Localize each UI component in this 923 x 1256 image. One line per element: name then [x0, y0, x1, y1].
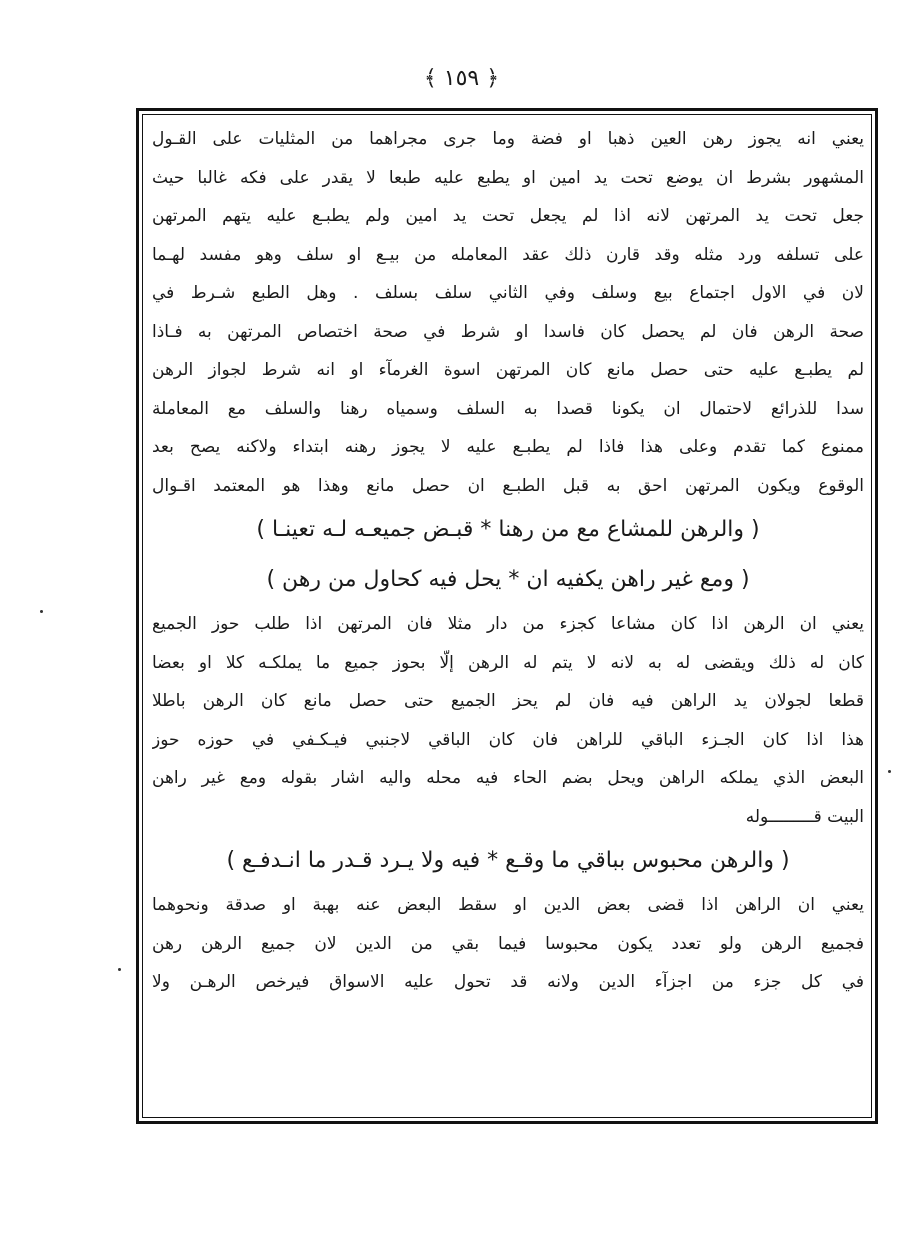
text-line: ممنوع كما تقدم وعلى هذا فاذا لم يطبـع عليه لا يجوز رهنه ابتداء ولاكنه يصح بعد: [152, 437, 864, 457]
commentary-paragraph: [152, 605, 864, 836]
text-line: لم يطبـع عليه حتى حصل مانع كان المرتهن اسوة الغرمآء او انه شرط لجواز الرهن: [152, 360, 864, 380]
text-line: المشهور بشرط ان يوضع تحت يد امين او يطبع عليه طبعا لا يقدر على فكه غالبا حيث: [152, 167, 864, 188]
text-line: هذا اذا كان الجـزء الباقي للراهن فان كان الباقي لاجنبي فيـكـفي في حوزه حوز: [152, 729, 864, 750]
text-line: جعل تحت يد المرتهن لانه اذا لم يجعل تحت يد امين ولم يطبـع عليه يتهم المرتهن: [152, 206, 864, 226]
text-line: فجميع الرهن ولو تعدد يكون محبوسا فيما بقي من الدين لان جميع الرهن رهن: [152, 933, 864, 954]
text-line: سدا للذرائع لاحتمال ان يكونا قصدا به السلف وسمياه رهنا والسلف مع المعاملة: [152, 398, 864, 419]
verse-block: [152, 505, 864, 605]
verse-line: ( ومع غير راهن يكفيه ان * يحل فيه كحاول من رهن ): [266, 567, 750, 592]
text-line: صحة الرهن فان لم يحصل كان فاسدا او شرط في صحة اختصاص المرتهن به فـاذا: [152, 321, 864, 342]
text-line: البعض الذي يملكه الراهن ويحل بضم الحاء فيه محله واليه اشار بقوله ومع غير راهن: [152, 768, 864, 788]
commentary-paragraph: [152, 886, 864, 1002]
verse-line: ( والرهن للمشاع مع من رهنا * قبـض جميعـه لـه تعينـا ): [256, 517, 760, 542]
page-text: [152, 120, 864, 1002]
text-line: يعني انه يجوز رهن العين ذهبا او فضة وما جرى مجراهما من المثليات على القـول: [152, 129, 864, 149]
margin-dot: [40, 610, 43, 613]
verse-block: [152, 836, 864, 886]
margin-dot: [118, 968, 121, 971]
text-line: الوقوع ويكون المرتهن احق به قبل الطبـع ان حصل مانع وهذا هو المعتمد اقـوال: [152, 475, 864, 496]
page-number: ﴿ ١٥٩ ﴾: [423, 66, 500, 91]
text-line: كان له ذلك ويقضى له به لانه لا يتم له الرهن إلّا بحوز جميع ما يملكـه كلا او بعضا: [152, 652, 864, 673]
verse-line: ( والرهن محبوس بباقي ما وقـع * فيه ولا يـرد قـدر ما انـدفـع ): [226, 848, 790, 873]
text-line: قطعا لجولان يد الراهن فيه فان لم يحز الجميع حتى حصل مانع كان الرهن باطلا: [152, 691, 864, 711]
margin-dot: [888, 770, 891, 773]
text-line: على تسلفه ورد مثله وقد قارن ذلك عقد المعامله من بيـع او سلف وهو مفسد لهـما: [152, 244, 864, 265]
text-line: في كل جزء من اجزآء الدين ولانه قد تحول عليه الاسواق فيرخص الرهـن ولا: [152, 972, 864, 992]
text-line: يعني ان الرهن اذا كان مشاعا كجزء من دار مثلا فان المرتهن اذا طلب حوز الجميع: [152, 614, 864, 634]
text-line: البيت قـــــــــوله: [745, 806, 864, 827]
commentary-paragraph: [152, 120, 864, 505]
text-line: لان في الاول اجتماع بيع وسلف وفي الثاني سلف بسلف . وهل الطبع شـرط في: [152, 283, 864, 303]
text-line: يعني ان الراهن اذا قضى بعض الدين او سقط البعض عنه بهبة او صدقة ونحوهما: [152, 895, 864, 915]
